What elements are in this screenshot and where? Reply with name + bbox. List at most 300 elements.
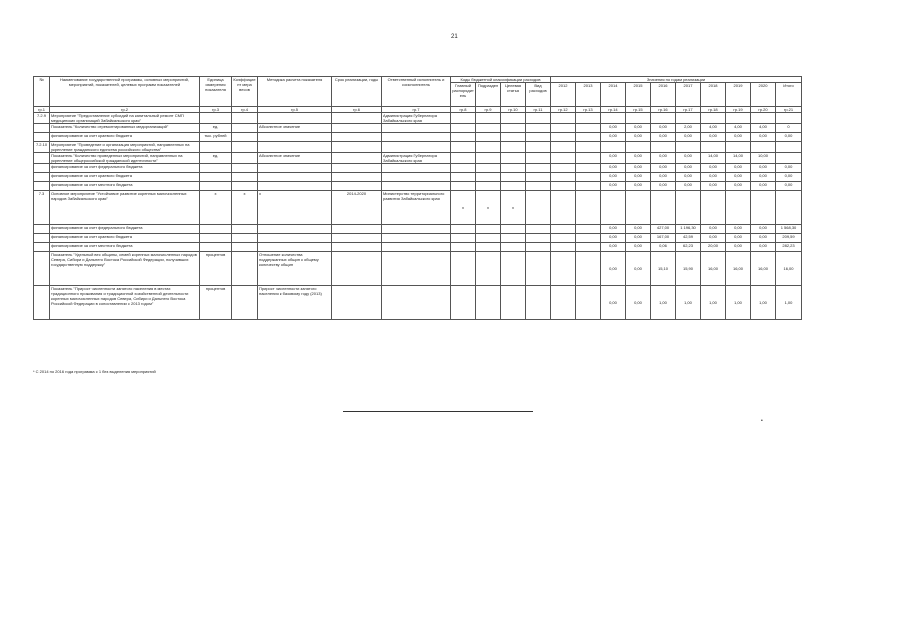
row-value: 0,00 [626, 153, 651, 164]
row-unit: x [200, 191, 232, 225]
row-value [576, 252, 601, 286]
row-unit: процентов [200, 252, 232, 286]
row-responsible: Администрация Губернатора Забайкальского края [382, 153, 451, 164]
row-kbk [476, 113, 501, 124]
header-col-number: гр.20 [751, 107, 776, 113]
row-unit: ед. [200, 124, 232, 133]
row-value: 427,00 [651, 225, 676, 234]
row-value [701, 142, 726, 153]
row-value: 16,00 [776, 252, 802, 286]
row-value: 0,00 [751, 225, 776, 234]
row-value [776, 113, 802, 124]
table-row [34, 133, 802, 142]
row-kbk [451, 243, 476, 252]
row-value [651, 113, 676, 124]
header-method: Методика расчета показателя [258, 77, 332, 107]
row-value: 209,59 [776, 234, 802, 243]
row-value [601, 191, 626, 225]
row-value [576, 142, 601, 153]
row-method [258, 225, 332, 234]
row-kbk [526, 234, 551, 243]
row-value [626, 142, 651, 153]
header-unit: Единица измерения показателя [200, 77, 232, 107]
row-coef [232, 225, 258, 234]
row-value [576, 191, 601, 225]
row-value [576, 225, 601, 234]
row-value [551, 286, 576, 320]
row-unit [200, 164, 232, 173]
row-number [34, 153, 50, 164]
row-method [258, 234, 332, 243]
row-kbk [526, 113, 551, 124]
row-value: 0,00 [626, 286, 651, 320]
row-value: 1 196,30 [676, 225, 701, 234]
row-kbk [476, 164, 501, 173]
row-value: 0,00 [676, 133, 701, 142]
row-unit: тыс. рублей [200, 133, 232, 142]
row-name: финансирование за счет местного бюджета [50, 243, 200, 252]
row-name: финансирование за счет краевого бюджета [50, 173, 200, 182]
header-col-number: гр.11 [526, 107, 551, 113]
row-method: Отношение количества поддержанных общин к общему количеству общин [258, 252, 332, 286]
row-unit [200, 113, 232, 124]
row-term [332, 153, 382, 164]
row-kbk [526, 191, 551, 225]
row-value: 15,90 [676, 252, 701, 286]
row-value: 0,00 [601, 225, 626, 234]
row-number [34, 124, 50, 133]
row-value [576, 164, 601, 173]
table-row [34, 142, 802, 153]
header-col-number: гр.17 [676, 107, 701, 113]
row-value: 0 [776, 124, 802, 133]
row-value: 62,23 [676, 243, 701, 252]
row-value: 0,00 [626, 133, 651, 142]
row-value: 0,00 [726, 243, 751, 252]
table-row [34, 252, 802, 286]
row-responsible [382, 182, 451, 191]
row-responsible [382, 243, 451, 252]
row-kbk [476, 173, 501, 182]
row-kbk [526, 182, 551, 191]
row-kbk [451, 153, 476, 164]
row-name: финансирование за счет местного бюджета [50, 182, 200, 191]
row-value: 0,00 [626, 243, 651, 252]
header-col-number: гр.1 [34, 107, 50, 113]
header-year: 2020 [751, 83, 776, 107]
row-responsible [382, 173, 451, 182]
row-value: 0,00 [626, 124, 651, 133]
row-value [776, 142, 802, 153]
row-term [332, 124, 382, 133]
row-method [258, 164, 332, 173]
row-responsible [382, 286, 451, 320]
row-kbk [451, 133, 476, 142]
row-name: финансирование за счет краевого бюджета [50, 133, 200, 142]
header-year: Итого [776, 83, 802, 107]
row-term [332, 225, 382, 234]
row-value: 0,00 [601, 286, 626, 320]
header-col-number: гр.4 [232, 107, 258, 113]
row-kbk [501, 133, 526, 142]
row-value [551, 124, 576, 133]
row-responsible [382, 142, 451, 153]
row-kbk [501, 153, 526, 164]
row-value: 0,00 [776, 173, 802, 182]
header-responsible: Ответственный исполнитель и соисполнитель [382, 77, 451, 107]
header-col-number: гр.5 [258, 107, 332, 113]
row-value [551, 252, 576, 286]
row-value [576, 124, 601, 133]
table-row [34, 234, 802, 243]
row-responsible [382, 234, 451, 243]
header-kbk: Коды бюджетной классификации расходов [451, 77, 551, 83]
row-term [332, 113, 382, 124]
row-value: 1 568,30 [776, 225, 802, 234]
row-coef [232, 173, 258, 182]
row-kbk [476, 243, 501, 252]
row-kbk [526, 243, 551, 252]
row-value: 0,00 [751, 164, 776, 173]
header-coef: Коэффициент мера весов [232, 77, 258, 107]
header-col-number: гр.13 [576, 107, 601, 113]
row-term [332, 182, 382, 191]
row-value: 0,00 [651, 182, 676, 191]
row-name: финансирование за счет федерального бюджета [50, 164, 200, 173]
row-value [551, 234, 576, 243]
row-kbk [526, 133, 551, 142]
row-value [726, 142, 751, 153]
row-value: 0,00 [701, 182, 726, 191]
row-value [676, 113, 701, 124]
row-value: 0,00 [626, 164, 651, 173]
row-value: 20,00 [701, 243, 726, 252]
row-value: 0,00 [726, 234, 751, 243]
row-kbk [451, 252, 476, 286]
row-value [576, 153, 601, 164]
row-value: 14,00 [701, 153, 726, 164]
divider-line [343, 411, 533, 412]
row-responsible: Администрация Губернатора Забайкальского края [382, 113, 451, 124]
row-value [576, 113, 601, 124]
page-number: 21 [451, 34, 458, 40]
row-value [576, 133, 601, 142]
row-value: 0,00 [726, 164, 751, 173]
row-value [576, 234, 601, 243]
row-value: 0,00 [651, 124, 676, 133]
row-value [551, 191, 576, 225]
row-kbk [526, 164, 551, 173]
row-name: Показатель "Количество проведенных мероприятий, направленных на укрепление общероссийской гражданской идентичности" [50, 153, 200, 164]
row-value: 0,00 [751, 234, 776, 243]
row-kbk: x [451, 191, 476, 225]
header-col-number: гр.19 [726, 107, 751, 113]
row-name: финансирование за счет краевого бюджета [50, 234, 200, 243]
row-kbk [501, 234, 526, 243]
row-coef [232, 153, 258, 164]
row-value: 16,00 [726, 252, 751, 286]
row-number [34, 164, 50, 173]
row-unit [200, 182, 232, 191]
row-value [751, 142, 776, 153]
row-value: 0,00 [676, 182, 701, 191]
row-value [726, 113, 751, 124]
row-value: 2,00 [676, 124, 701, 133]
row-unit [200, 225, 232, 234]
row-value: 4,00 [701, 124, 726, 133]
row-value: 0,00 [651, 164, 676, 173]
row-term: 2014-2020 [332, 191, 382, 225]
row-method [258, 182, 332, 191]
header-year: 2014 [601, 83, 626, 107]
row-kbk [451, 124, 476, 133]
row-method [258, 142, 332, 153]
row-kbk [501, 182, 526, 191]
row-coef [232, 142, 258, 153]
row-kbk [526, 153, 551, 164]
header-col-number: гр.2 [50, 107, 200, 113]
row-value: 0,00 [676, 153, 701, 164]
header-col-number: гр.14 [601, 107, 626, 113]
header-year: 2012 [551, 83, 576, 107]
row-value: 0,00 [626, 225, 651, 234]
row-value [551, 182, 576, 191]
header-col-number: гр.3 [200, 107, 232, 113]
row-value [676, 191, 701, 225]
row-kbk [501, 243, 526, 252]
row-kbk [476, 225, 501, 234]
row-value [626, 113, 651, 124]
row-kbk [501, 124, 526, 133]
row-value [776, 191, 802, 225]
row-coef [232, 234, 258, 243]
table-row [34, 164, 802, 173]
row-value [551, 164, 576, 173]
row-value: 0,06 [651, 243, 676, 252]
row-value [551, 142, 576, 153]
row-kbk [476, 142, 501, 153]
row-value: 0,00 [776, 133, 802, 142]
row-value [551, 153, 576, 164]
row-value: 0,00 [601, 124, 626, 133]
row-value: 0,00 [601, 173, 626, 182]
header-col-number: гр.12 [551, 107, 576, 113]
row-term [332, 286, 382, 320]
row-value: 0,00 [651, 153, 676, 164]
row-kbk [476, 234, 501, 243]
row-value [576, 286, 601, 320]
row-value [626, 191, 651, 225]
header-col-number: гр.15 [626, 107, 651, 113]
row-kbk [501, 286, 526, 320]
row-kbk [451, 142, 476, 153]
row-method: Прирост численности занятого населения к базовому году (2013) [258, 286, 332, 320]
row-value: 1,00 [751, 286, 776, 320]
row-kbk [501, 142, 526, 153]
row-value [551, 133, 576, 142]
row-value: 0,00 [626, 252, 651, 286]
row-coef [232, 164, 258, 173]
table-row [34, 124, 802, 133]
row-value: 0,00 [726, 133, 751, 142]
row-unit [200, 173, 232, 182]
row-unit: ед. [200, 153, 232, 164]
row-name: Показатель "Количество отремонтированных медорганизаций" [50, 124, 200, 133]
row-name: Основное мероприятие "Устойчивое развитие коренных малочисленных народов Забайкальского края" [50, 191, 200, 225]
row-value: 16,00 [701, 252, 726, 286]
row-value: 1,00 [726, 286, 751, 320]
row-number: 7.3 [34, 191, 50, 225]
row-value [651, 191, 676, 225]
row-value [576, 173, 601, 182]
row-kbk [476, 252, 501, 286]
row-number [34, 182, 50, 191]
row-value: 0,00 [751, 182, 776, 191]
header-kbk-sub: Вид расходов [526, 83, 551, 107]
header-col-number: гр.7 [382, 107, 451, 113]
header-kbk-sub: Главный распорядитель [451, 83, 476, 107]
row-term [332, 252, 382, 286]
row-value [651, 142, 676, 153]
row-unit [200, 142, 232, 153]
row-value: 1,00 [676, 286, 701, 320]
row-value: 0,00 [601, 252, 626, 286]
row-value: 0,00 [601, 133, 626, 142]
row-number [34, 234, 50, 243]
header-term: Срок реализации, годы [332, 77, 382, 107]
row-value: 1,00 [776, 286, 802, 320]
row-coef: x [232, 191, 258, 225]
mark-dot: • [761, 418, 763, 424]
row-method: Абсолютное значение [258, 153, 332, 164]
row-number: 7.2.10 [34, 142, 50, 153]
row-term [332, 142, 382, 153]
header-values: Значения по годам реализации [551, 77, 802, 83]
header-col-number: гр.6 [332, 107, 382, 113]
row-value: 0,00 [651, 173, 676, 182]
row-term [332, 243, 382, 252]
row-value: 0,00 [751, 173, 776, 182]
row-value [751, 113, 776, 124]
row-kbk: x [476, 191, 501, 225]
row-number [34, 243, 50, 252]
row-unit: процентов [200, 286, 232, 320]
row-value: 4,00 [751, 124, 776, 133]
row-value [726, 191, 751, 225]
row-number [34, 133, 50, 142]
row-value: 0,00 [701, 234, 726, 243]
row-kbk [501, 173, 526, 182]
row-value [776, 153, 802, 164]
row-value: 0,00 [701, 164, 726, 173]
row-value: 1,00 [701, 286, 726, 320]
row-value: 0,00 [701, 133, 726, 142]
row-value [551, 225, 576, 234]
row-value: 0,00 [751, 133, 776, 142]
row-kbk [476, 153, 501, 164]
row-name: Мероприятие "Предоставление субсидий на капитальный ремонт СМП медицинских организаций Забайкальского края" [50, 113, 200, 124]
header-col-number: гр.18 [701, 107, 726, 113]
row-name: Мероприятие "Проведение и организация мероприятий, направленных на укрепление гражданского единства российского общества" [50, 142, 200, 153]
header-year: 2019 [726, 83, 751, 107]
row-value: 0,00 [776, 164, 802, 173]
row-coef [232, 286, 258, 320]
table-row [34, 113, 802, 124]
row-kbk [501, 164, 526, 173]
row-number [34, 286, 50, 320]
row-responsible [382, 164, 451, 173]
header-year: 2018 [701, 83, 726, 107]
row-kbk [526, 124, 551, 133]
row-kbk [501, 252, 526, 286]
row-method [258, 133, 332, 142]
row-kbk [476, 182, 501, 191]
row-method [258, 173, 332, 182]
row-kbk [476, 133, 501, 142]
row-term [332, 164, 382, 173]
row-value: 0,00 [701, 173, 726, 182]
row-value [551, 173, 576, 182]
row-value [601, 113, 626, 124]
row-value [551, 243, 576, 252]
row-kbk [451, 234, 476, 243]
table-row [34, 182, 802, 191]
row-value: 16,00 [751, 252, 776, 286]
row-responsible [382, 124, 451, 133]
row-name: финансирование за счет федерального бюджета [50, 225, 200, 234]
row-method [258, 243, 332, 252]
row-value: 0,00 [751, 243, 776, 252]
row-value: 4,00 [726, 124, 751, 133]
row-method: Абсолютное значение [258, 124, 332, 133]
row-value: 14,00 [726, 153, 751, 164]
row-value: 0,00 [626, 234, 651, 243]
row-kbk [526, 142, 551, 153]
row-kbk [451, 225, 476, 234]
row-kbk [526, 286, 551, 320]
header-col-number: гр.9 [476, 107, 501, 113]
row-value: 0,00 [726, 173, 751, 182]
row-coef [232, 113, 258, 124]
row-value: 0,00 [776, 182, 802, 191]
row-value [676, 142, 701, 153]
row-number: 7.2.9 [34, 113, 50, 124]
header-year: 2013 [576, 83, 601, 107]
row-kbk: x [501, 191, 526, 225]
row-kbk [476, 124, 501, 133]
row-unit [200, 243, 232, 252]
footnote: * С 2014 по 2016 года программа с 1 без выделения мероприятий [33, 369, 156, 374]
row-value: 0,00 [651, 133, 676, 142]
table-row [34, 225, 802, 234]
row-coef [232, 124, 258, 133]
row-kbk [451, 286, 476, 320]
table-row [34, 191, 802, 225]
row-value: 282,23 [776, 243, 802, 252]
row-responsible [382, 133, 451, 142]
row-value: 0,00 [601, 182, 626, 191]
row-method [258, 113, 332, 124]
header-year: 2017 [676, 83, 701, 107]
row-term [332, 234, 382, 243]
row-value: 0,00 [676, 164, 701, 173]
header-no: № [34, 77, 50, 107]
header-col-number: гр.10 [501, 107, 526, 113]
header-name: Наименование государственной программы, основных мероприятий, мероприятий, показателей, целевых программ показателей [50, 77, 200, 107]
table-row [34, 153, 802, 164]
row-value: 42,59 [676, 234, 701, 243]
row-value [576, 243, 601, 252]
